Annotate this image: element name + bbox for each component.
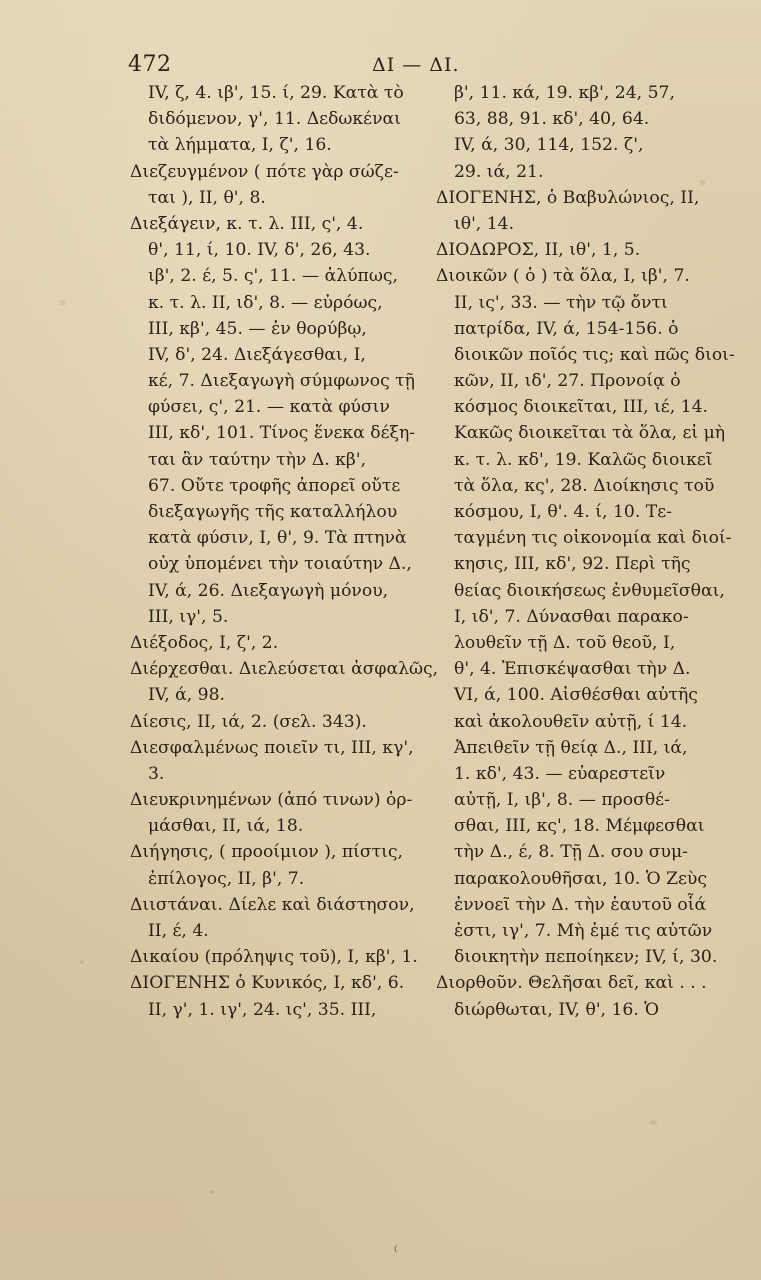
index-line: II, έ, 4. <box>148 921 209 941</box>
index-line: ΔΙΟΔΩΡΟΣ, II, ιθ', 1, 5. <box>436 240 641 261</box>
index-line: λουθεῖν τῇ Δ. τοῦ θεοῦ, I, <box>454 632 676 653</box>
index-line: Διοικῶν ( ὁ ) τὰ ὅλα, I, ιβ', 7. <box>436 266 690 287</box>
index-line: θείας διοικήσεως ἐνθυμεῖσθαι, <box>454 580 725 601</box>
index-line: πατρίδα, IV, ά, 154-156. ὁ <box>454 318 679 339</box>
index-line: II, ις', 33. — τὴν τῷ ὄντι <box>454 292 668 313</box>
index-line: IV, δ', 24. Διεξάγεσθαι, I, <box>148 344 366 365</box>
index-line: τὴν Δ., έ, 8. Τῇ Δ. σου συμ- <box>454 842 688 863</box>
running-head: ΔΙ — ΔΙ. <box>372 54 460 76</box>
index-line: κόσμου, I, θ'. 4. ί, 10. Τε- <box>454 502 672 522</box>
index-line: παρακολουθῆσαι, 10. Ὁ Ζεὺς <box>454 868 707 889</box>
index-line: 63, 88, 91. κδ', 40, 64. <box>454 109 650 130</box>
index-line: διοικῶν ποῖός τις; καὶ πῶς διοι- <box>454 344 735 365</box>
index-line: τὰ λήμματα, I, ζ', 16. <box>148 135 332 156</box>
index-line: Διέξοδος, I, ζ', 2. <box>130 632 279 653</box>
index-line: IV, ά, 26. Διεξαγωγὴ μόνου, <box>148 580 389 601</box>
index-line: β', 11. κά, 19. κβ', 24, 57, <box>454 83 675 103</box>
index-column-right <box>436 80 735 1023</box>
index-line: διοικητὴν πεποίηκεν; IV, ί, 30. <box>454 947 718 968</box>
index-line: Ἀπειθεῖν τῇ θείᾳ Δ., III, ιά, <box>454 737 688 758</box>
index-line: θ', 11, ί, 10. IV, δ', 26, 43. <box>148 240 371 261</box>
index-line: κ. τ. λ. II, ιδ', 8. — εὐρόως, <box>148 292 383 313</box>
index-line: Διεσφαλμένως ποιεῖν τι, III, κγ', <box>130 737 414 758</box>
index-line: III, κβ', 45. — ἐν θορύβῳ, <box>148 318 367 339</box>
index-line: τὰ ὅλα, κς', 28. Διοίκησις τοῦ <box>454 475 715 496</box>
index-line: κέ, 7. Διεξαγωγὴ σύμφωνος τῇ <box>148 371 415 392</box>
index-line: καὶ ἀκολουθεῖν αὐτῇ, ί 14. <box>454 711 688 732</box>
index-line: 1. κδ', 43. — εὐαρεστεῖν <box>454 763 666 784</box>
index-line: Δίεσις, II, ιά, 2. (σελ. 343). <box>130 711 367 732</box>
index-line: Κακῶς διοικεῖται τὰ ὅλα, εἰ μὴ <box>454 423 726 444</box>
index-line: 3. <box>148 763 165 784</box>
index-line: ται ), II, θ', 8. <box>148 187 266 208</box>
index-line: θ', 4. Ἐπισκέψασθαι τὴν Δ. <box>454 659 691 680</box>
index-line: ΔΙΟΓΕΝΗΣ ὁ Κυνικός, I, κδ', 6. <box>130 973 405 994</box>
index-line: ΔΙΟΓΕΝΗΣ, ὁ Βαβυλώνιος, II, <box>436 187 700 208</box>
index-line: I, ιδ', 7. Δύνασθαι παρακο- <box>454 606 689 627</box>
index-line: φύσει, ς', 21. — κατὰ φύσιν <box>148 397 390 418</box>
index-line: IV, ζ, 4. ιβ', 15. ί, 29. Κατὰ τὸ <box>148 83 404 103</box>
index-line: διδόμενον, γ', 11. Δεδωκέναι <box>148 109 401 130</box>
index-line: ταγμένη τις οἰκονομία καὶ διοί- <box>454 528 732 549</box>
index-line: Διήγησις, ( προοίμιον ), πίστις, <box>130 842 403 863</box>
index-line: ιθ', 14. <box>454 213 515 234</box>
index-line: Διορθοῦν. Θελῆσαι δεῖ, καὶ . . . <box>436 973 707 994</box>
index-line: IV, ά, 30, 114, 152. ζ', <box>454 135 644 156</box>
page-number: 472 <box>128 52 172 77</box>
index-line: σθαι, III, κς', 18. Μέμφεσθαι <box>454 816 705 837</box>
index-line: ται ἂν ταύτην τὴν Δ. κβ', <box>148 449 367 470</box>
index-line: κησις, III, κδ', 92. Περὶ τῆς <box>454 554 691 575</box>
index-line: Διευκρινημένων (ἀπό τινων) ὁρ- <box>130 790 413 811</box>
index-line: κόσμος διοικεῖται, III, ιέ, 14. <box>454 397 708 418</box>
index-line: IV, ά, 98. <box>148 685 225 706</box>
index-line: ιβ', 2. έ, 5. ς', 11. — ἀλύπως, <box>148 266 398 287</box>
index-line: διώρθωται, IV, θ', 16. Ὁ <box>454 999 660 1020</box>
index-line: Διιστάναι. Δίελε καὶ διάστησον, <box>130 894 415 915</box>
index-line: VI, ά, 100. Αἰσθέσθαι αὐτῆς <box>454 685 698 706</box>
index-line: αὐτῇ, I, ιβ', 8. — προσθέ- <box>454 790 670 811</box>
index-line: Δικαίου (πρόληψις τοῦ), I, κβ', 1. <box>130 947 418 968</box>
index-line: κατὰ φύσιν, I, θ', 9. Τὰ πτηνὰ <box>148 528 407 549</box>
page-header <box>0 46 761 76</box>
index-line: μάσθαι, II, ιά, 18. <box>148 816 304 837</box>
index-line: 29. ιά, 21. <box>454 161 544 182</box>
index-line: Διέρχεσθαι. Διελεύσεται ἀσφαλῶς, <box>130 659 439 680</box>
index-line: κ. τ. λ. κδ', 19. Καλῶς διοικεῖ <box>454 449 713 470</box>
index-column-left <box>130 80 439 1023</box>
index-line: Διεξάγειν, κ. τ. λ. III, ς', 4. <box>130 213 364 234</box>
printer-mark: ⁽ <box>394 1244 398 1260</box>
index-line: III, κδ', 101. Τίνος ἕνεκα δέξη- <box>148 423 416 444</box>
index-line: οὐχ ὑπομένει τὴν τοιαύτην Δ., <box>148 554 412 575</box>
index-line: διεξαγωγῆς τῆς καταλλήλου <box>148 502 398 522</box>
index-line: ἐννοεῖ τὴν Δ. τὴν ἑαυτοῦ οἷά <box>454 894 707 915</box>
index-line: II, γ', 1. ιγ', 24. ις', 35. III, <box>148 999 377 1020</box>
index-line: 67. Οὔτε τροφῆς ἀπορεῖ οὔτε <box>148 475 401 496</box>
index-line: Διεζευγμένον ( πότε γὰρ σώζε- <box>130 161 399 182</box>
index-line: ἐστι, ιγ', 7. Μὴ ἐμέ τις αὐτῶν <box>454 921 713 941</box>
index-line: κῶν, II, ιδ', 27. Προνοίᾳ ὁ <box>454 371 681 392</box>
index-line: ἐπίλογος, II, β', 7. <box>148 868 305 889</box>
index-line: III, ιγ', 5. <box>148 606 229 627</box>
